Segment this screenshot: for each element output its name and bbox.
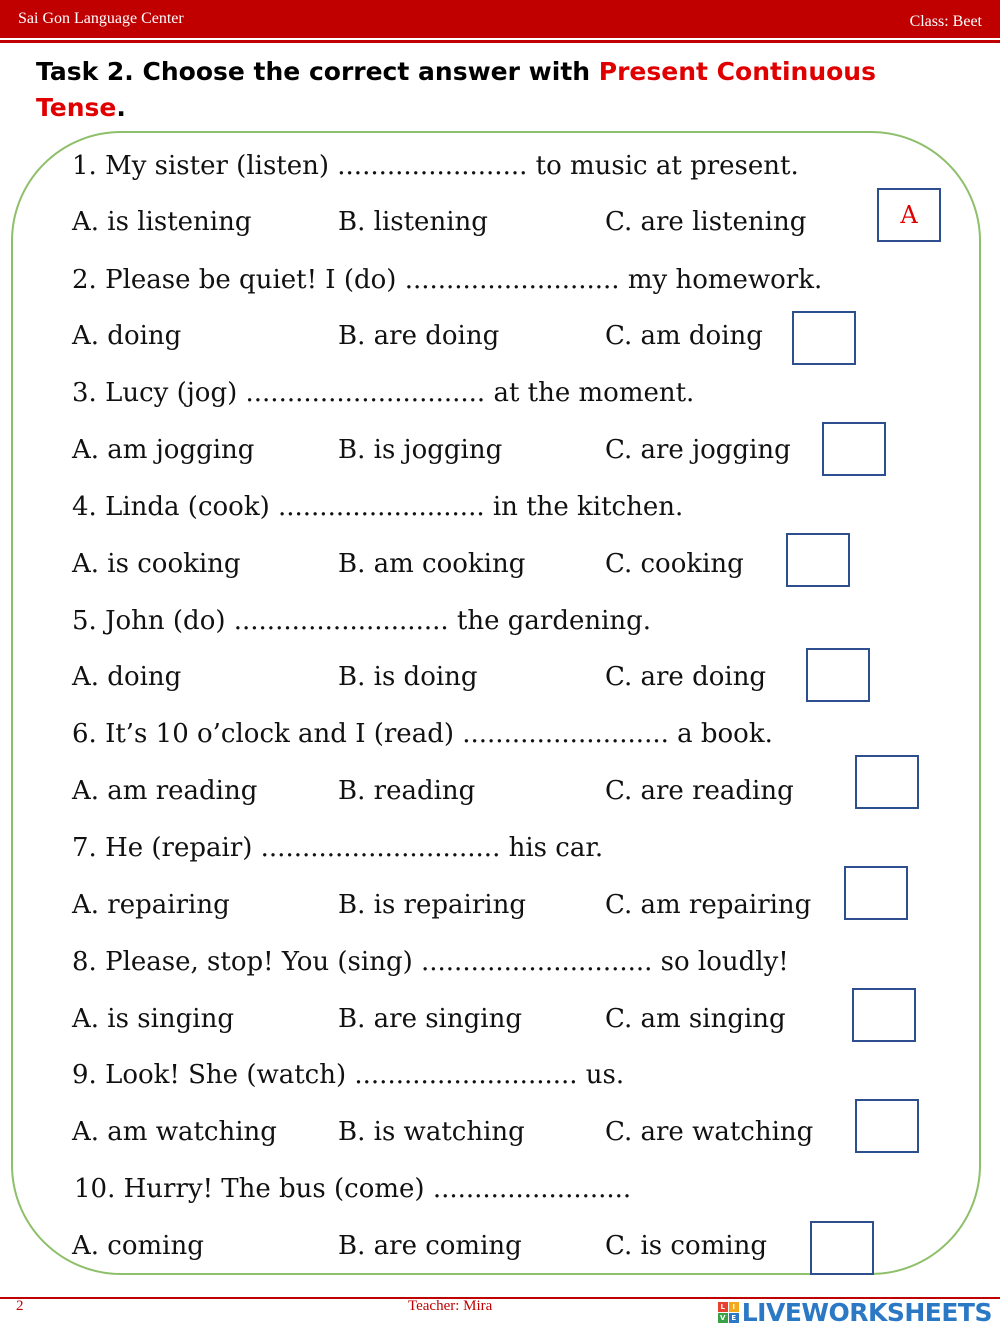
question-text: 5. John (do) .......................... the gardening. [72, 606, 652, 636]
option-a: A. am watching [72, 1117, 277, 1147]
option-a: A. is cooking [72, 549, 241, 579]
question-text: 1. My sister (listen) ....................... to music at present. [72, 151, 799, 181]
answer-box[interactable] [792, 311, 856, 365]
answer-box[interactable] [855, 755, 919, 809]
option-b: B. are doing [338, 321, 500, 351]
option-b: B. reading [338, 776, 476, 806]
option-a: A. doing [72, 662, 182, 692]
answer-box[interactable] [786, 533, 850, 587]
option-a: A. coming [72, 1231, 204, 1261]
option-c: C. am singing [605, 1004, 786, 1034]
questions-frame [11, 131, 981, 1275]
option-c: C. are doing [605, 662, 767, 692]
option-a: A. doing [72, 321, 182, 351]
option-c: C. is coming [605, 1231, 767, 1261]
answer-box[interactable]: A [877, 188, 941, 242]
answer-box[interactable] [852, 988, 916, 1042]
answer-box[interactable] [855, 1099, 919, 1153]
answer-box[interactable] [822, 422, 886, 476]
option-b: B. listening [338, 207, 488, 237]
option-a: A. am reading [72, 776, 258, 806]
task-title-highlight: Present Continuous Tense [36, 57, 876, 122]
task-title [36, 54, 971, 126]
brand-logo [718, 1297, 992, 1327]
question-text: 9. Look! She (watch) ........................... us. [72, 1060, 625, 1090]
header-divider [0, 40, 1000, 43]
question-text: 6. It’s 10 o’clock and I (read) ......................... a book. [72, 719, 773, 749]
option-c: C. cooking [605, 549, 744, 579]
answer-box[interactable] [806, 648, 870, 702]
option-c: C. are jogging [605, 435, 791, 465]
question-text: 2. Please be quiet! I (do) .......................... my homework. [72, 265, 823, 295]
brand-icon: L I V E [718, 1302, 739, 1323]
option-c: C. am repairing [605, 890, 812, 920]
task-title-prefix: Task 2. Choose the correct answer with [36, 57, 599, 86]
answer-box[interactable] [844, 866, 908, 920]
option-a: A. is listening [72, 207, 252, 237]
option-a: A. am jogging [72, 435, 255, 465]
option-b: B. is jogging [338, 435, 503, 465]
option-c: C. are reading [605, 776, 794, 806]
option-b: B. am cooking [338, 549, 526, 579]
question-text: 7. He (repair) ............................. his car. [72, 833, 604, 863]
option-b: B. are singing [338, 1004, 522, 1034]
option-b: B. are coming [338, 1231, 522, 1261]
question-text: 10. Hurry! The bus (come) ........................ [74, 1174, 632, 1204]
option-c: C. am doing [605, 321, 763, 351]
header-class: Class: Beet [909, 13, 982, 30]
question-text: 4. Linda (cook) ......................... in the kitchen. [72, 492, 684, 522]
header-center-name: Sai Gon Language Center [18, 10, 184, 27]
brand-text: LIVEWORKSHEETS [741, 1297, 992, 1327]
option-b: B. is watching [338, 1117, 525, 1147]
option-c: C. are watching [605, 1117, 814, 1147]
option-b: B. is repairing [338, 890, 526, 920]
option-a: A. is singing [72, 1004, 234, 1034]
question-text: 3. Lucy (jog) ............................. at the moment. [72, 378, 695, 408]
answer-box[interactable] [810, 1221, 874, 1275]
footer-teacher: Teacher: Mira [408, 1298, 493, 1314]
header-bar [0, 0, 1000, 38]
task-title-suffix: . [116, 93, 126, 122]
option-c: C. are listening [605, 207, 807, 237]
question-text: 8. Please, stop! You (sing) ............................ so loudly! [72, 947, 789, 977]
option-a: A. repairing [72, 890, 230, 920]
page-number: 2 [16, 1298, 24, 1314]
option-b: B. is doing [338, 662, 478, 692]
